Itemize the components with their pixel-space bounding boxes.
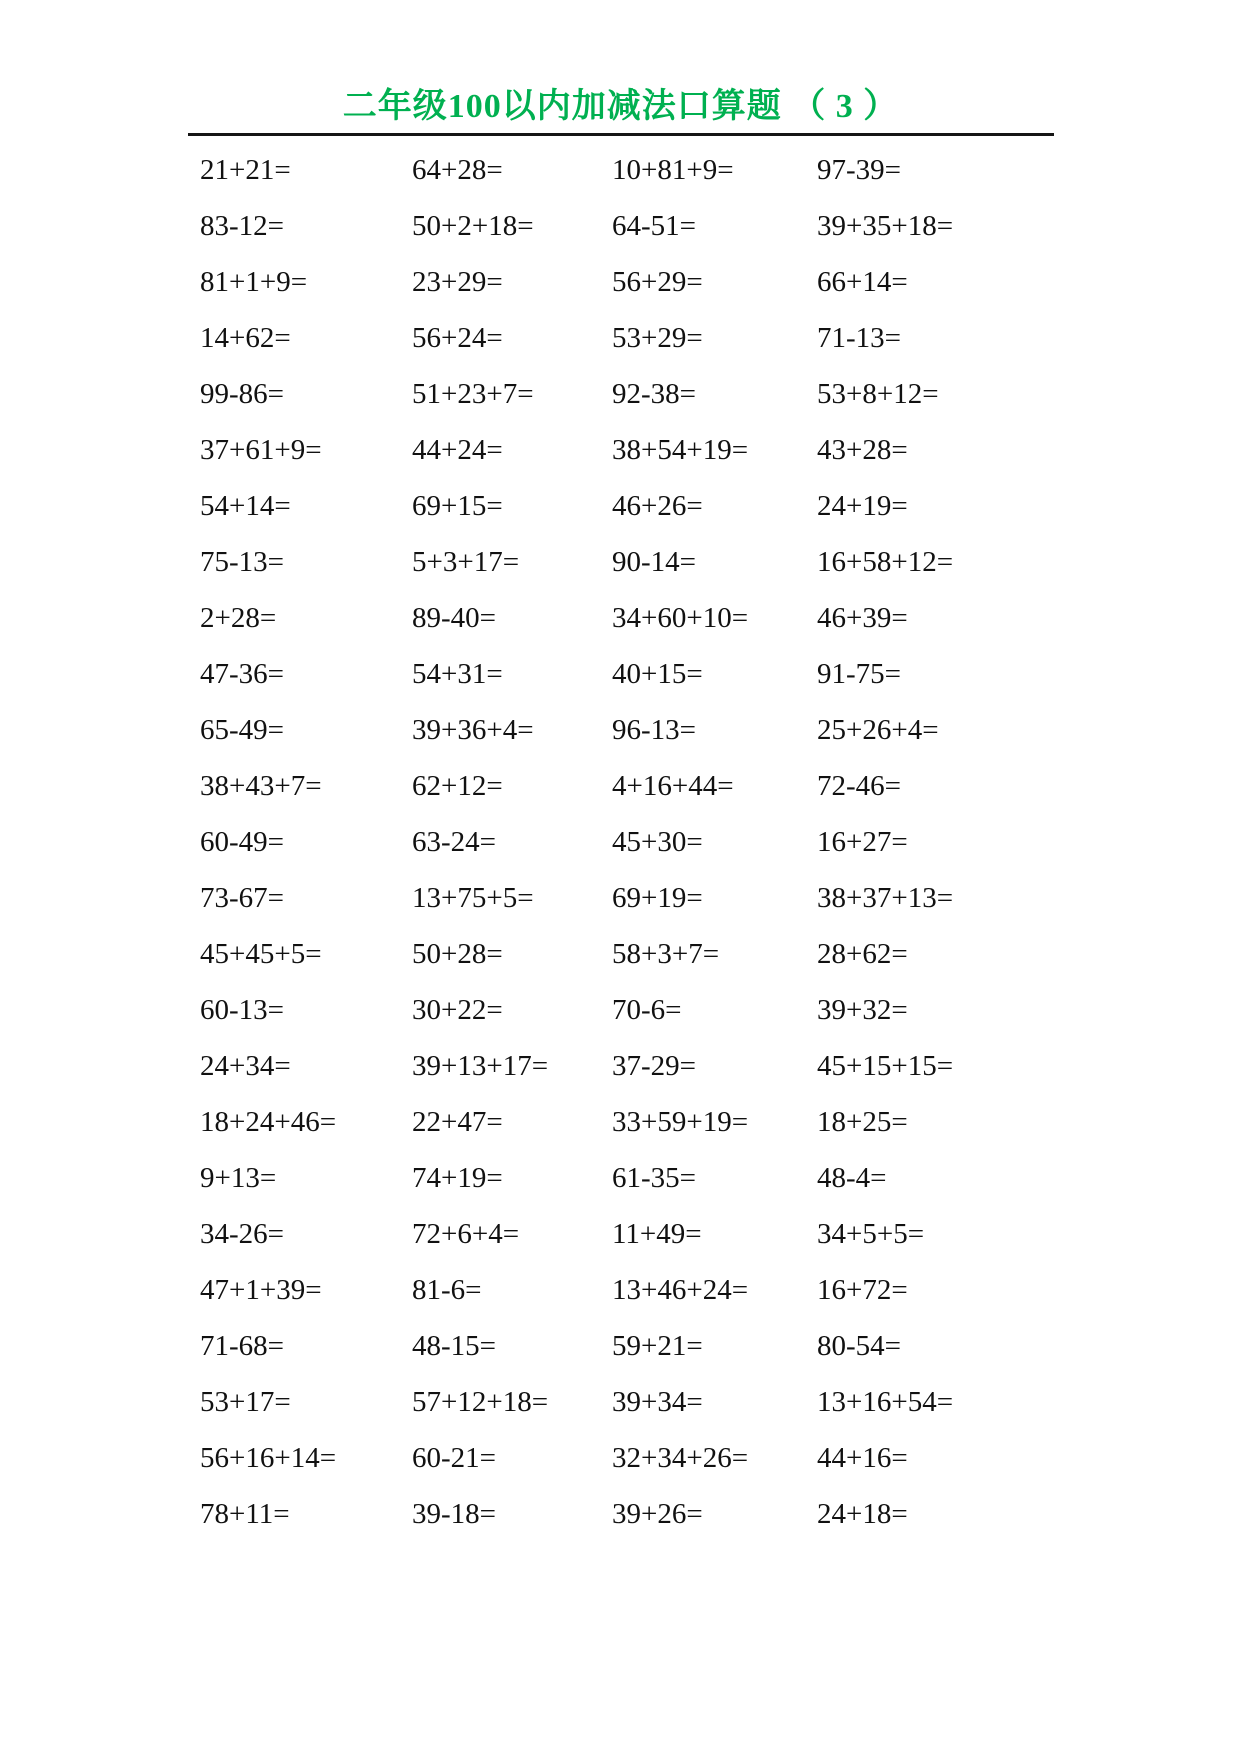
problem-cell: 39+13+17= [412, 1049, 549, 1082]
problem-cell: 43+28= [817, 433, 908, 466]
problem-cell: 45+30= [612, 825, 703, 858]
problem-cell: 16+58+12= [817, 545, 954, 578]
problem-cell: 13+46+24= [612, 1273, 749, 1306]
problem-cell: 89-40= [412, 601, 497, 634]
problem-cell: 54+14= [200, 489, 291, 522]
problem-cell: 33+59+19= [612, 1105, 749, 1138]
problem-cell: 48-15= [412, 1329, 497, 1362]
problem-cell: 51+23+7= [412, 377, 534, 410]
problem-cell: 65-49= [200, 713, 285, 746]
problem-cell: 45+45+5= [200, 937, 322, 970]
problem-cell: 47+1+39= [200, 1273, 322, 1306]
problem-cell: 80-54= [817, 1329, 902, 1362]
problem-cell: 13+16+54= [817, 1385, 954, 1418]
problem-cell: 59+21= [612, 1329, 703, 1362]
problem-cell: 64-51= [612, 209, 697, 242]
problem-cell: 23+29= [412, 265, 503, 298]
problem-cell: 39+35+18= [817, 209, 954, 242]
problem-grid [170, 142, 1050, 1542]
problem-cell: 60-49= [200, 825, 285, 858]
problem-cell: 96-13= [612, 713, 697, 746]
problem-cell: 22+47= [412, 1105, 503, 1138]
problem-cell: 60-13= [200, 993, 285, 1026]
problem-cell: 2+28= [200, 601, 277, 634]
problem-cell: 18+25= [817, 1105, 908, 1138]
problem-cell: 83-12= [200, 209, 285, 242]
problem-cell: 34+60+10= [612, 601, 749, 634]
problem-cell: 10+81+9= [612, 153, 734, 186]
page-title: 二年级100以内加减法口算题 （ 3 ） [342, 88, 899, 125]
problem-cell: 71-13= [817, 321, 902, 354]
problem-cell: 92-38= [612, 377, 697, 410]
problem-cell: 81+1+9= [200, 265, 308, 298]
problem-cell: 91-75= [817, 657, 902, 690]
problem-cell: 16+27= [817, 825, 908, 858]
problem-cell: 90-14= [612, 545, 697, 578]
problem-cell: 24+19= [817, 489, 908, 522]
problem-cell: 56+24= [412, 321, 503, 354]
problem-cell: 25+26+4= [817, 713, 939, 746]
problem-cell: 39+36+4= [412, 713, 534, 746]
problem-cell: 38+37+13= [817, 881, 954, 914]
problem-cell: 38+54+19= [612, 433, 749, 466]
problem-cell: 66+14= [817, 265, 908, 298]
problem-cell: 4+16+44= [612, 769, 734, 802]
problem-cell: 56+16+14= [200, 1441, 337, 1474]
problem-cell: 62+12= [412, 769, 503, 802]
problem-cell: 81-6= [412, 1273, 482, 1306]
problem-cell: 16+72= [817, 1273, 908, 1306]
problem-cell: 78+11= [200, 1497, 290, 1530]
problem-cell: 30+22= [412, 993, 503, 1026]
problem-cell: 74+19= [412, 1161, 503, 1194]
problem-cell: 56+29= [612, 265, 703, 298]
problem-cell: 60-21= [412, 1441, 497, 1474]
problem-cell: 5+3+17= [412, 545, 520, 578]
problem-cell: 24+18= [817, 1497, 908, 1530]
problem-cell: 99-86= [200, 377, 285, 410]
problem-cell: 37+61+9= [200, 433, 322, 466]
problem-cell: 50+2+18= [412, 209, 534, 242]
problem-cell: 46+39= [817, 601, 908, 634]
problem-cell: 53+29= [612, 321, 703, 354]
problem-cell: 48-4= [817, 1161, 887, 1194]
problem-cell: 70-6= [612, 993, 682, 1026]
problem-cell: 44+24= [412, 433, 503, 466]
problem-cell: 72-46= [817, 769, 902, 802]
problem-cell: 40+15= [612, 657, 703, 690]
problem-cell: 45+15+15= [817, 1049, 954, 1082]
problem-cell: 44+16= [817, 1441, 908, 1474]
problem-cell: 32+34+26= [612, 1441, 749, 1474]
problem-cell: 75-13= [200, 545, 285, 578]
problem-cell: 18+24+46= [200, 1105, 337, 1138]
problem-cell: 50+28= [412, 937, 503, 970]
problem-cell: 57+12+18= [412, 1385, 549, 1418]
problem-cell: 24+34= [200, 1049, 291, 1082]
problem-cell: 53+8+12= [817, 377, 939, 410]
problem-cell: 21+21= [200, 153, 291, 186]
problem-cell: 64+28= [412, 153, 503, 186]
problem-cell: 28+62= [817, 937, 908, 970]
problem-cell: 53+17= [200, 1385, 291, 1418]
problem-cell: 13+75+5= [412, 881, 534, 914]
problem-cell: 58+3+7= [612, 937, 720, 970]
problem-cell: 39-18= [412, 1497, 497, 1530]
problem-cell: 39+26= [612, 1497, 703, 1530]
problem-cell: 9+13= [200, 1161, 277, 1194]
problem-cell: 73-67= [200, 881, 285, 914]
problem-cell: 11+49= [612, 1217, 702, 1250]
problem-cell: 39+32= [817, 993, 908, 1026]
problem-cell: 38+43+7= [200, 769, 322, 802]
problem-cell: 39+34= [612, 1385, 703, 1418]
problem-cell: 34-26= [200, 1217, 285, 1250]
problem-cell: 69+19= [612, 881, 703, 914]
problem-cell: 37-29= [612, 1049, 697, 1082]
problem-cell: 54+31= [412, 657, 503, 690]
problem-cell: 14+62= [200, 321, 291, 354]
problem-cell: 97-39= [817, 153, 902, 186]
problem-cell: 63-24= [412, 825, 497, 858]
problem-cell: 69+15= [412, 489, 503, 522]
problem-cell: 72+6+4= [412, 1217, 520, 1250]
problem-cell: 71-68= [200, 1329, 285, 1362]
problem-cell: 47-36= [200, 657, 285, 690]
problem-cell: 34+5+5= [817, 1217, 925, 1250]
worksheet-header [188, 0, 1054, 136]
problem-cell: 46+26= [612, 489, 703, 522]
problem-cell: 61-35= [612, 1161, 697, 1194]
